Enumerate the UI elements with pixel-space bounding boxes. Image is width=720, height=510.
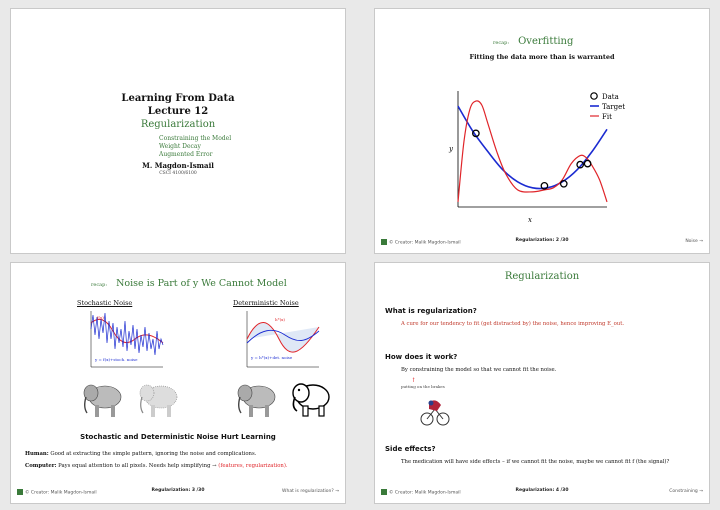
footer: [381, 487, 703, 497]
subtitle: Fitting the data more than is warranted: [469, 53, 615, 61]
cyclist-brakes-image: [419, 397, 451, 427]
stochastic-noise-label: Stochastic Noise: [77, 299, 133, 307]
footer: [381, 237, 703, 247]
legend-data-label: Data: [602, 93, 619, 101]
plot-label: y = h*(x)+det. noise: [251, 355, 293, 360]
computer-text: Pays equal attention to all pixels. Needs help simplifying →: [58, 463, 217, 469]
outline-item: Constraining the Model: [159, 135, 232, 142]
deterministic-noise-label: Deterministic Noise: [233, 299, 299, 307]
question-1: What is regularization?: [385, 307, 477, 315]
footer-next-link[interactable]: Noise →: [685, 239, 703, 244]
elephant-sketch-1: [81, 379, 125, 419]
slide-title: Overfitting: [518, 36, 574, 47]
outline-item: Weight Decay: [159, 143, 201, 150]
footer-page: Regularization: 2 /30: [515, 238, 569, 243]
footer-next-link[interactable]: What is regularization? →: [282, 489, 339, 494]
slide-heading: [91, 271, 287, 290]
footer-credit: © Creator: Malik Magdon-Ismail: [389, 490, 461, 496]
fit-curve: [458, 101, 607, 202]
footer-next-link[interactable]: Constraining →: [669, 489, 703, 494]
hx-label: h*(x): [275, 317, 285, 322]
legend-target-label: Target: [602, 103, 626, 111]
human-line: [25, 451, 256, 457]
footer: [17, 487, 339, 497]
slide-overfitting: [374, 8, 710, 254]
up-arrow-icon: ↑: [411, 377, 417, 384]
course-title: Learning From Data: [121, 93, 235, 104]
footer-page: Regularization: 4 /30: [515, 488, 569, 493]
slide-title: Regularization: [504, 271, 580, 282]
computer-label: Computer:: [25, 463, 57, 469]
elephant-sketch-2: [137, 379, 181, 419]
elephant-sketch-3: [235, 379, 279, 419]
question-2: How does it work?: [385, 353, 458, 361]
x-axis-label: x: [528, 216, 532, 224]
noise-heading: Stochastic and Deterministic Noise Hurt Learning: [80, 433, 276, 441]
slide-title: [10, 8, 346, 254]
y-axis-label: y: [449, 145, 453, 153]
question-3: Side effects?: [385, 445, 436, 453]
deterministic-noise-plot: [239, 309, 321, 369]
outline-item: Augmented Error: [159, 151, 213, 158]
slide-regularization: [374, 262, 710, 504]
affiliation: CSCI 4100/6100: [159, 171, 197, 176]
legend-data-marker: [591, 93, 597, 99]
plot-label: y = f(x)+stoch. noise: [95, 357, 138, 362]
fx-label: f(x): [97, 315, 104, 320]
footer-credit: © Creator: Malik Magdon-Ismail: [25, 490, 97, 496]
data-points: [473, 130, 591, 189]
footer-credit: © Creator: Malik Magdon-Ismail: [389, 240, 461, 246]
slide-title: Noise is Part of y We Cannot Model: [116, 278, 287, 289]
overfitting-chart: [375, 9, 710, 254]
legend-fit-label: Fit: [602, 113, 612, 121]
legend: [590, 93, 625, 121]
human-text: Good at extracting the simple pattern, ignoring the noise and complications.: [50, 451, 257, 457]
target-curve: [458, 106, 607, 188]
answer-3: The medication will have side effects – if we cannot fit the noise, maybe we cannot fit f (the signal)?: [401, 459, 670, 465]
answer-1: A cure for our tendency to fit (get distracted by) the noise, hence improving E_out.: [401, 321, 625, 327]
stochastic-noise-plot: [83, 309, 165, 369]
outline-list: [159, 135, 231, 159]
lecture-topic: Regularization: [140, 119, 216, 130]
fit-region: [247, 322, 319, 352]
answer-2: By constraining the model so that we cannot fit the noise.: [401, 367, 557, 373]
author-name: M. Magdon-Ismail: [142, 161, 214, 170]
recap-label: recap:: [493, 40, 510, 46]
recap-label: recap:: [91, 282, 108, 288]
slide-noise: [10, 262, 346, 504]
elephant-cartoon: [287, 377, 333, 419]
footer-page: Regularization: 3 /30: [151, 488, 205, 493]
computer-tail: (features, regularization).: [218, 463, 288, 469]
lecture-number: Lecture 12: [147, 106, 209, 117]
human-label: Human:: [25, 451, 49, 457]
data-point: [584, 160, 590, 166]
brakes-caption: putting on the brakes: [401, 384, 445, 389]
computer-line: [25, 463, 288, 469]
